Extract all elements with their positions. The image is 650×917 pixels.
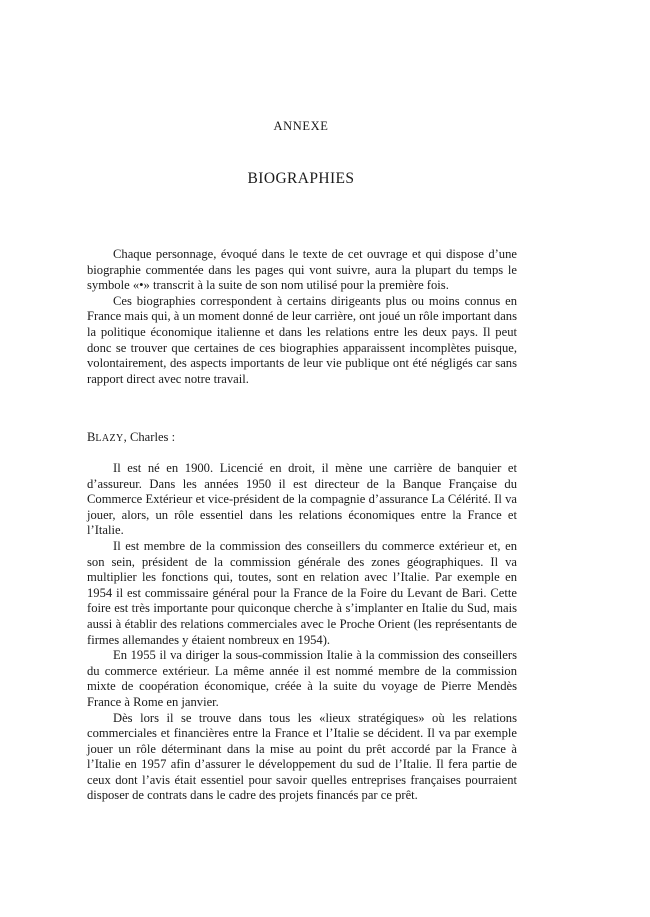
page-title: BIOGRAPHIES [247,170,355,187]
biography-paragraph: Il est membre de la commission des conseillers du commerce extérieur et, en son sein, président de la commission générale des zones géographiques. Il va multiplier les fonctions qui, toutes, sont en relation avec l’Italie. Par exemple en 1954 il est commissaire général pour la France de la Foire du Levant de Bari. Cette foire est très importante pour quiconque cherche à s’implanter en Italie du Sud, mais aussi à établir des relations commerciales avec le Proche Orient (les représentants de firmes allemandes y étaient nombreux en 1954). [87,538,517,647]
biography-paragraph: En 1955 il va diriger la sous-commission Italie à la commission des conseillers du commerce extérieur. La même année il est nommé membre de la commission mixte de coopération économique, créée à la suite du voyage de Pierre Mendès France à Rome en janvier. [87,648,517,709]
entry-biography [87,461,517,804]
intro-paragraph: Chaque personnage, évoqué dans le texte de cet ouvrage et qui dispose d’une biographie commentée dans les pages qui vont suivre, aura la plupart du temps le symbole «•» transcrit à la suite de son nom utilisé pour la première fois. [87,247,517,293]
intro-paragraph: Ces biographies correspondent à certains dirigeants plus ou moins connus en France mais qui, à un moment donné de leur carrière, ont joué un rôle important dans la politique économique italienne et dans les relations entre les deux pays. Il peut donc se trouver que certaines de ces biographies apparaissent incomplètes puisque, volontairement, des aspects importants de leur vie publique ont été négligés car sans rapport direct avec notre travail. [87,293,517,386]
annex-label: ANNEXE [273,119,329,133]
biography-paragraph: Dès lors il se trouve dans tous les «lieux stratégiques» où les relations commerciales et financières entre la France et l’Italie se décident. Il va par exemple jouer un rôle déterminant dans la mise au point du prêt accordé par la France à l’Italie en 1957 afin d’assurer le développement du sud de l’Italie. Il fera partie de ceux dont l’avis était essentiel pour savoir quelles entreprises françaises pourraient disposer de contrats dans le cadre des projets financés par ce prêt. [87,710,517,803]
entry-surname-initial: B [87,430,96,444]
entry-given-name: , Charles : [123,430,176,444]
entry-surname-rest: LAZY [95,433,124,444]
intro-section [87,247,517,387]
entry-heading [87,430,175,447]
biography-paragraph: Il est né en 1900. Licencié en droit, il mène une carrière de banquier et d’assureur. Dans les années 1950 il est directeur de la Banque Française du Commerce Extérieur et vice-président de la compagnie d’assurance La Célérité. Il va jouer, alors, un rôle essentiel dans les relations économiques entre la France et l’Italie. [87,461,517,538]
